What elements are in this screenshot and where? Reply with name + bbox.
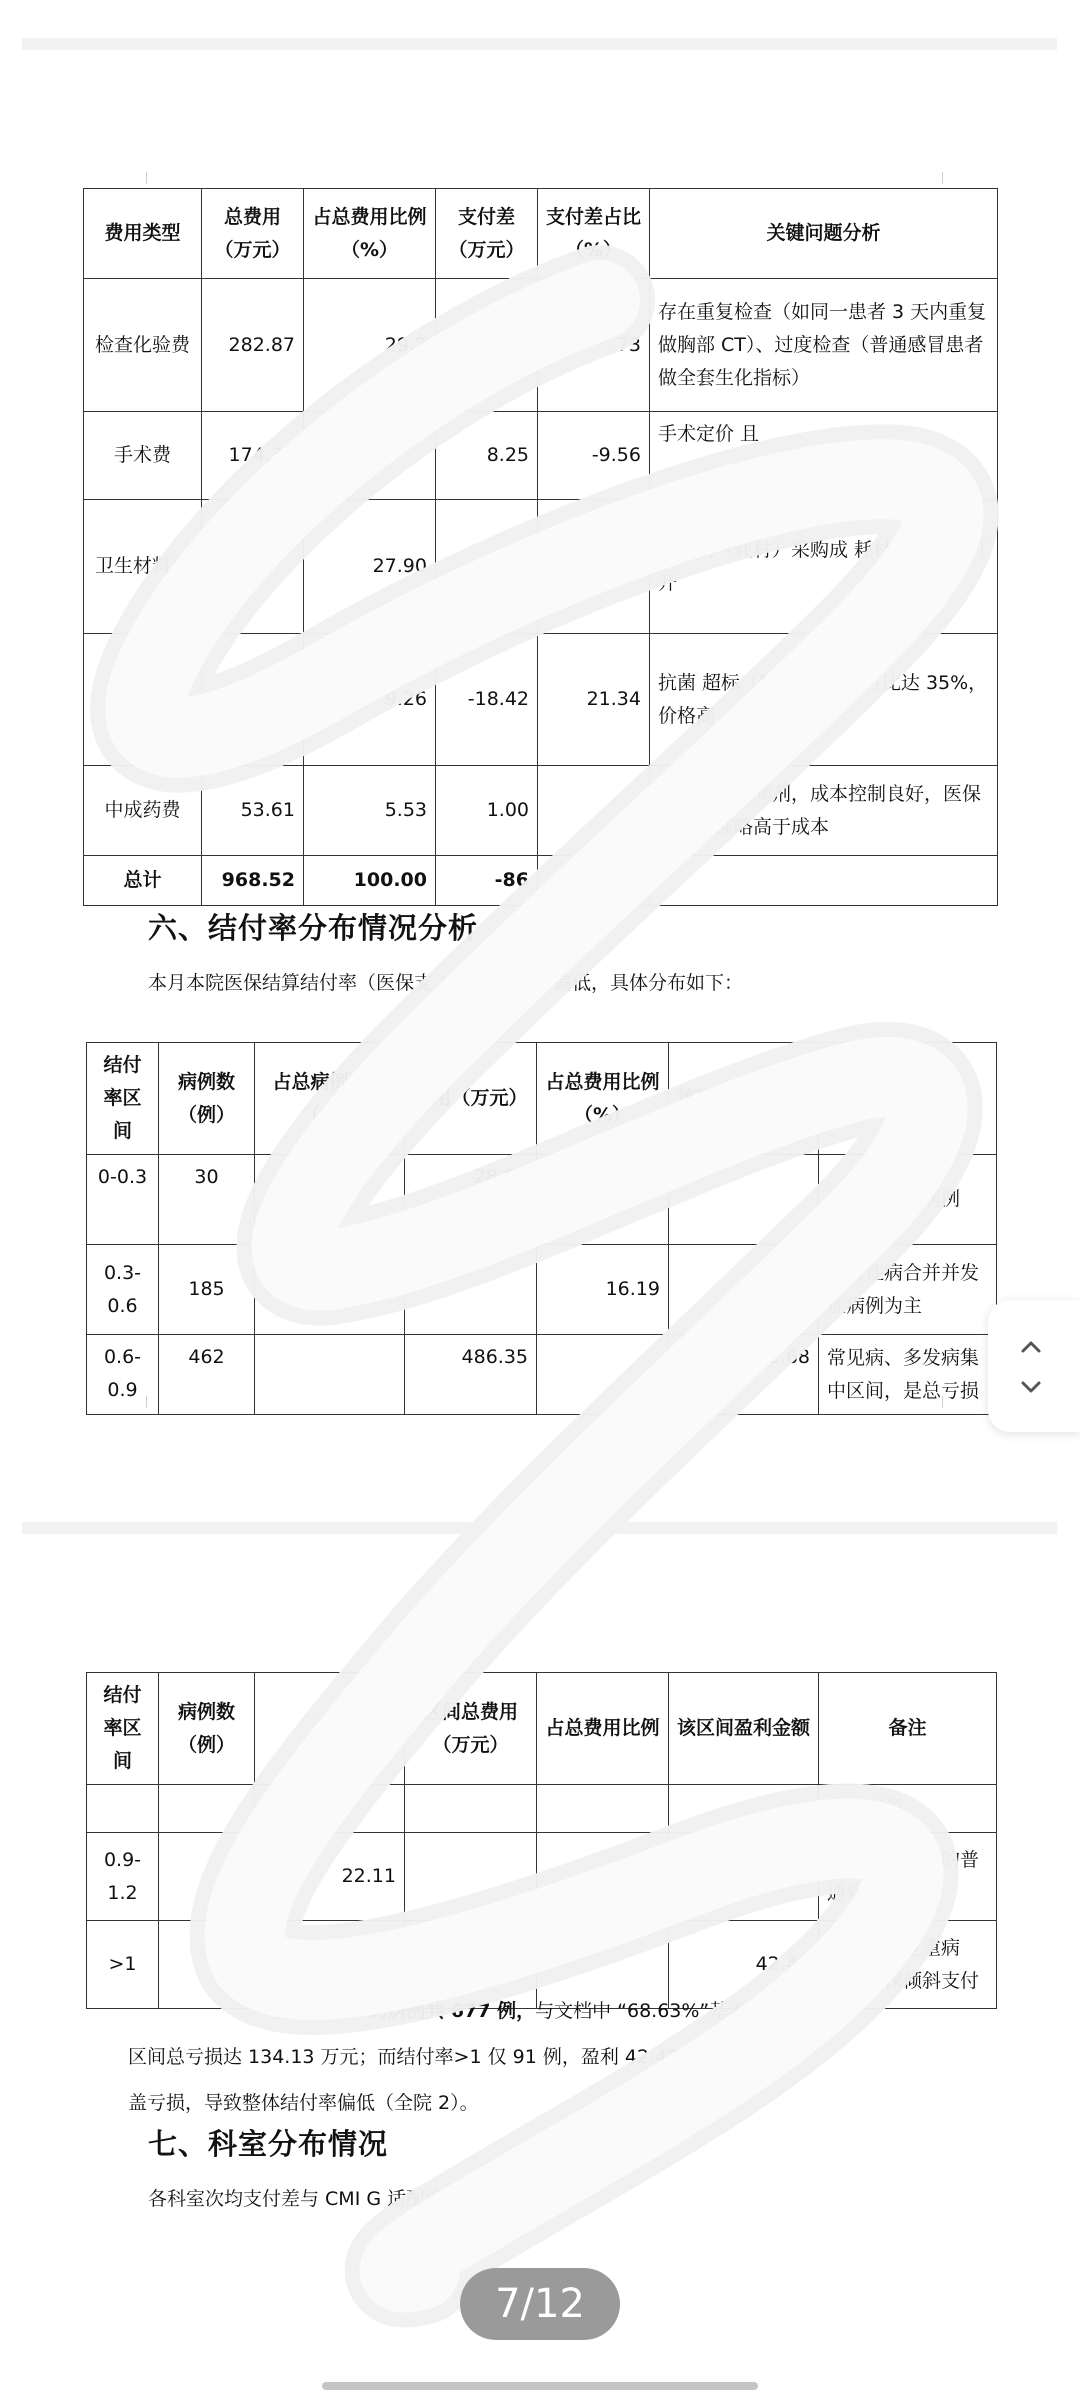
table-cell: 968.52 bbox=[202, 856, 304, 906]
table-cell: 24. bbox=[537, 1833, 669, 1921]
table-header: 占总费用比例（%） bbox=[304, 189, 436, 279]
table-cell: 61.02 bbox=[405, 1921, 537, 2009]
table-cell bbox=[537, 1335, 669, 1415]
table-cell bbox=[669, 1155, 819, 1245]
table-cell: 174.33 bbox=[202, 412, 304, 500]
corner-mark bbox=[146, 172, 159, 184]
table-cell: -86 bbox=[436, 856, 538, 906]
table-cell bbox=[87, 1785, 159, 1833]
table-cell: 存在重复检查（如同一患者 3 天内重复做胸部 CT）、过度检查（普通感冒患者做全套生化指标） bbox=[650, 279, 998, 412]
table-total-row bbox=[84, 856, 998, 906]
table-cell: 检查化验费 bbox=[84, 279, 202, 412]
table-cell: 28.65 bbox=[405, 1155, 537, 1245]
table-cell: 22.11 bbox=[255, 1833, 405, 1921]
table-cell: 16.19 bbox=[537, 1245, 669, 1335]
summary-line: 区间总亏损达 134.13 万元；而结付率>1 仅 91 例，盈利 42.43 万 bbox=[128, 2046, 705, 2068]
table-cell: 185 bbox=[159, 1245, 255, 1335]
table-header: 总费用（万元） bbox=[202, 189, 304, 279]
table-cell bbox=[436, 279, 538, 412]
table-cell: 手术费 bbox=[84, 412, 202, 500]
table-cell bbox=[255, 1335, 405, 1415]
home-indicator[interactable] bbox=[322, 2382, 758, 2390]
table-header: 结付率区间 bbox=[87, 1673, 159, 1785]
page-indicator: 7/12 bbox=[460, 2268, 620, 2340]
table-cell: -42.68 bbox=[669, 1335, 819, 1415]
table-cell bbox=[159, 1833, 255, 1921]
table-cell bbox=[202, 634, 304, 766]
table-cell bbox=[538, 766, 650, 856]
table-header: 区间总费用（万元） bbox=[405, 1673, 537, 1785]
table-cell: 100.00 bbox=[304, 856, 436, 906]
table-cell bbox=[405, 1245, 537, 1335]
table-header: 备注 bbox=[819, 1043, 997, 1155]
table-cell bbox=[538, 856, 650, 906]
table-cell: 多为疑难危重病例，医保倾斜支付 bbox=[819, 1921, 997, 2009]
table-cell: 架辅助（耗材）采购成 耗材浪费（如打开 bbox=[650, 500, 998, 634]
summary-line: 盖亏损，导致整体结付率偏低（全院 2）。 bbox=[128, 2092, 479, 2114]
settlement-rate-table bbox=[86, 1042, 997, 1415]
section-heading: 七、科室分布情况 bbox=[148, 2127, 389, 2161]
table-row bbox=[84, 279, 998, 412]
table-cell: -9.56 bbox=[538, 412, 650, 500]
table-row bbox=[84, 766, 998, 856]
table-cell: .73 bbox=[538, 279, 650, 412]
table-cell: 29.2 bbox=[304, 279, 436, 412]
table-row bbox=[87, 1833, 997, 1921]
table-row bbox=[84, 500, 998, 634]
table-cell: 总计 bbox=[84, 856, 202, 906]
table-cell: 42.43 bbox=[669, 1921, 819, 2009]
table-cell: 药多为院内制剂，成本控制良好，医保支付标准略高于成本 bbox=[650, 766, 998, 856]
table-cell: 卫生材料费 bbox=[84, 500, 202, 634]
table-cell: -18.42 bbox=[436, 634, 538, 766]
chevron-down-icon[interactable] bbox=[1020, 1376, 1042, 1398]
section-heading: 六、结付率分布情况分析 bbox=[148, 911, 479, 945]
table-cell: 27.90 bbox=[304, 500, 436, 634]
table-header: 费用（万元） bbox=[405, 1043, 537, 1155]
table-cell: 0-0.3 bbox=[87, 1155, 159, 1245]
chevron-up-icon[interactable] bbox=[1020, 1336, 1042, 1358]
table-header: 备注 bbox=[819, 1673, 997, 1785]
table-header: 支付差占比（%） bbox=[538, 189, 650, 279]
table-row bbox=[87, 1245, 997, 1335]
table-cell: 西 bbox=[84, 634, 202, 766]
table-cell: 282.87 bbox=[202, 279, 304, 412]
table-cell bbox=[255, 1155, 405, 1245]
table-cell bbox=[537, 1155, 669, 1245]
page-top-edge bbox=[22, 38, 1057, 50]
table-cell: 21.34 bbox=[538, 634, 650, 766]
table-cell bbox=[669, 1245, 819, 1335]
corner-mark bbox=[930, 1396, 943, 1408]
table-cell bbox=[255, 1245, 405, 1335]
table-cell bbox=[537, 1785, 669, 1833]
table-cell bbox=[405, 1785, 537, 1833]
summary-paragraph bbox=[128, 1988, 948, 2126]
table-cell: 费用控制较好的普通病例 bbox=[819, 1833, 997, 1921]
section-intro: 本月本院医保结算结付率（医保支 疗费用）整体偏低，具体分布如下： bbox=[148, 972, 744, 994]
section-intro: 各科室次均支付差与 CMI G 适配度的不同： bbox=[148, 2188, 521, 2210]
table-header: 关键问题分析 bbox=[650, 189, 998, 279]
summary-bold: 付率<0.9 的病例共 677 例， bbox=[274, 2000, 536, 2022]
page-separator bbox=[22, 1522, 1057, 1534]
table-cell bbox=[304, 412, 436, 500]
table-row bbox=[84, 412, 998, 500]
table-header: 占总费用比例 bbox=[537, 1673, 669, 1785]
table-header: 占总病例数比（%） bbox=[255, 1043, 405, 1155]
table-row bbox=[87, 1335, 997, 1415]
table-cell: 1.00 bbox=[436, 766, 538, 856]
table-cell: 30 bbox=[159, 1155, 255, 1245]
table-header: 支付差（万元） bbox=[436, 189, 538, 279]
table-cell: 常见病、多发病集中区间，是总亏损 bbox=[819, 1335, 997, 1415]
expense-table bbox=[83, 188, 998, 906]
table-cell bbox=[436, 500, 538, 634]
table-cell: 35.82 bbox=[669, 1833, 819, 1921]
table-row bbox=[87, 1785, 997, 1833]
table-header: 该区间盈利金额 bbox=[669, 1043, 819, 1155]
table-cell: >1 bbox=[87, 1921, 159, 2009]
table-cell: 抗菌 超标（DDDs 值 药占比达 35%，价格高 bbox=[650, 634, 998, 766]
table-header: 占总费用比例（%） bbox=[537, 1043, 669, 1155]
table-cell bbox=[202, 500, 304, 634]
table-cell bbox=[669, 1785, 819, 1833]
table-cell: 486.35 bbox=[405, 1335, 537, 1415]
table-header: 病例数（例） bbox=[159, 1673, 255, 1785]
table-cell: 主要来源 bbox=[819, 1785, 997, 1833]
corner-mark bbox=[146, 1396, 159, 1408]
table-cell: 0.3-0.6 bbox=[87, 1245, 159, 1335]
table-cell: 0.9-1.2 bbox=[87, 1833, 159, 1921]
table-cell: 中成药费 bbox=[84, 766, 202, 856]
table-cell bbox=[538, 500, 650, 634]
table-cell bbox=[405, 1833, 537, 1921]
table-cell: 手术定价 且 bbox=[650, 412, 998, 500]
summary-text: 与文档中 “68.63%”基本一致。该 bbox=[535, 2000, 824, 2022]
table-cell: 5.53 bbox=[304, 766, 436, 856]
table-cell: 率病例或误病例 bbox=[819, 1155, 997, 1245]
table-header: 费用类型 bbox=[84, 189, 202, 279]
table-cell: 0.6-0.9 bbox=[87, 1335, 159, 1415]
table-cell: 8.25 bbox=[436, 412, 538, 500]
table-row bbox=[84, 634, 998, 766]
page-scroll-control bbox=[988, 1300, 1080, 1432]
table-header: 占总 bbox=[255, 1673, 405, 1785]
table-row bbox=[87, 1155, 997, 1245]
table-cell: 以慢性病合并并发症病例为主 bbox=[819, 1245, 997, 1335]
table-cell bbox=[255, 1785, 405, 1833]
table-cell: 53.61 bbox=[202, 766, 304, 856]
table-cell: 462 bbox=[159, 1335, 255, 1415]
table-header: 该区间盈利金额 bbox=[669, 1673, 819, 1785]
corner-mark bbox=[930, 172, 943, 184]
summary-line bbox=[128, 1988, 948, 2034]
settlement-rate-table-continued bbox=[86, 1672, 997, 2009]
table-cell: 9.26 bbox=[304, 634, 436, 766]
table-cell: - bbox=[650, 856, 998, 906]
table-cell bbox=[159, 1785, 255, 1833]
table-header: 结付率区间 bbox=[87, 1043, 159, 1155]
table-header: 病例数（例） bbox=[159, 1043, 255, 1155]
